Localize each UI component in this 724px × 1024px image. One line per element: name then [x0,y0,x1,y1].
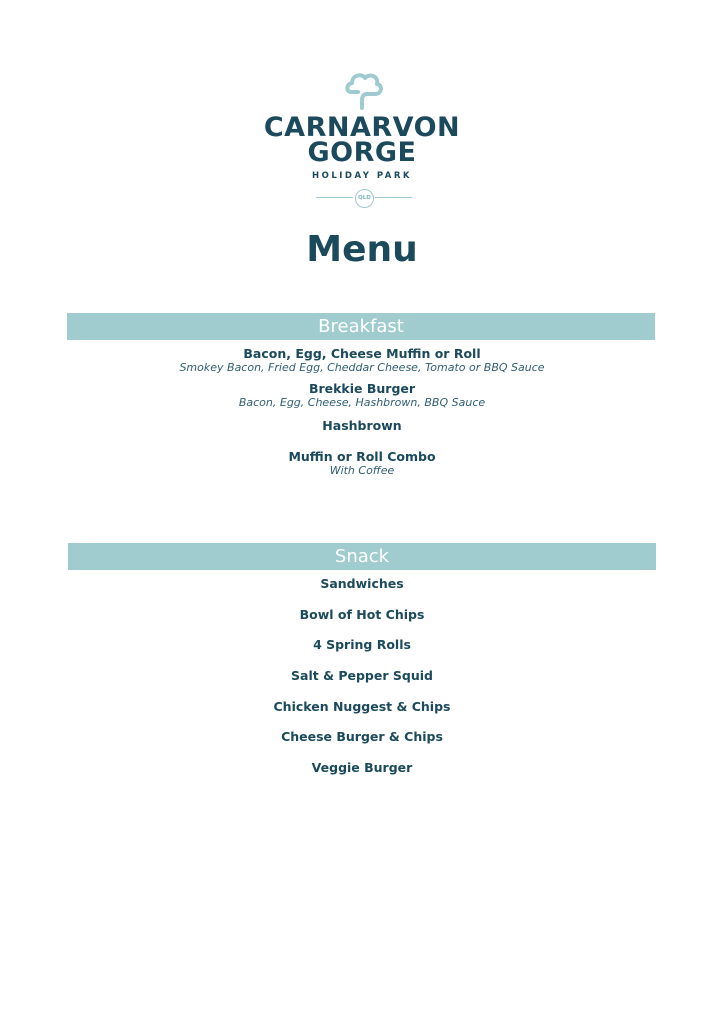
menu-item [0,346,724,375]
menu-item [0,607,724,622]
menu-item-name: Chicken Nuggest & Chips [273,699,451,714]
menu-item-name: Muffin or Roll Combo [288,449,436,464]
menu-item-name: 4 Spring Rolls [313,637,411,652]
menu-item-name: Cheese Burger & Chips [281,729,443,744]
menu-item-name: Veggie Burger [311,760,413,775]
page-title: Menu [306,229,418,270]
menu-item [0,381,724,410]
logo-divider-right [375,197,412,198]
qld-badge: QLD [355,189,374,208]
menu-item-name: Sandwiches [320,576,404,591]
brand-name-line2: GORGE [307,137,417,168]
menu-item [0,699,724,714]
menu-item-description: Smokey Bacon, Fried Egg, Cheddar Cheese, Tomato or BBQ Sauce [179,361,545,374]
logo [0,0,724,215]
menu-item [0,668,724,683]
brand-subtitle: HOLIDAY PARK [311,171,412,181]
section-header-breakfast: Breakfast [67,313,655,340]
menu-item-name: Bacon, Egg, Cheese Muffin or Roll [243,346,481,361]
brand-name-line1: CARNARVON [263,112,461,143]
menu-item [0,576,724,591]
menu-item-name: Salt & Pepper Squid [291,668,433,683]
menu-item [0,637,724,652]
menu-item [0,760,724,775]
menu-item [0,418,724,433]
menu-item [0,449,724,478]
menu-item-description: Bacon, Egg, Cheese, Hashbrown, BBQ Sauce [238,396,486,409]
menu-item-name: Hashbrown [322,418,402,433]
menu-item-name: Bowl of Hot Chips [299,607,425,622]
tree-icon [343,70,385,112]
menu-item [0,729,724,744]
menu-item-description: With Coffee [329,464,395,477]
menu-item-name: Brekkie Burger [308,381,416,396]
section-header-snack: Snack [68,543,656,570]
logo-divider-left [316,197,353,198]
